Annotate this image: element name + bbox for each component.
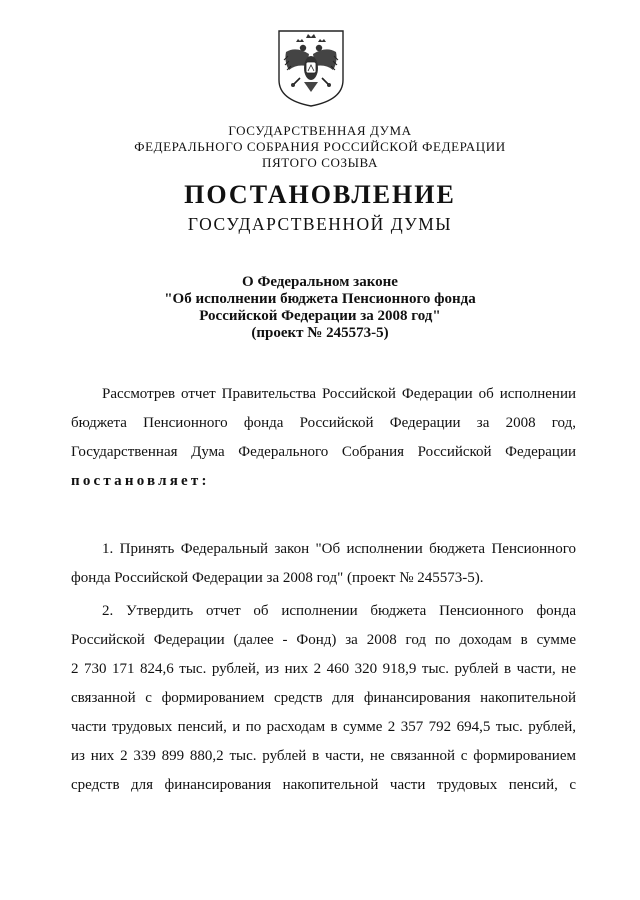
- convocation-line: ПЯТОГО СОЗЫВА: [262, 155, 378, 170]
- item-2-line: 2 730 171 824,6 тыс. рублей, из них 2 460 320 918,9 тыс. рублей в части, не: [71, 661, 576, 677]
- item-1-line: фонда Российской Федерации за 2008 год" (проект № 245573-5).: [71, 570, 484, 586]
- preamble-paragraph: [71, 380, 576, 496]
- decision-word: постановляет:: [71, 473, 210, 489]
- preamble-line: Рассмотрев отчет Правительства Российской Федерации об исполнении: [102, 386, 576, 402]
- subject-line-2: "Об исполнении бюджета Пенсионного фонда: [164, 291, 476, 307]
- item-2-line: из них 2 339 899 880,2 тыс. рублей в части, не связанной с формированием: [71, 748, 576, 764]
- subject-line-4: (проект № 245573-5): [251, 325, 389, 341]
- org-name-line-1: ГОСУДАРСТВЕННАЯ ДУМА: [228, 123, 412, 138]
- subject-line-3: Российской Федерации за 2008 год": [199, 308, 441, 324]
- item-2-paragraph: [71, 597, 576, 800]
- item-1-paragraph: [71, 535, 576, 593]
- coat-of-arms-emblem: [276, 28, 346, 108]
- item-2-line: средств для финансирования накопительной части трудовых пенсий, с: [71, 777, 576, 793]
- coat-of-arms-russia-icon: [276, 28, 346, 108]
- preamble-line: Государственная Дума Федерального Собрания Российской Федерации: [71, 444, 576, 460]
- preamble-line: бюджета Пенсионного фонда Российской Федерации за 2008 год,: [71, 415, 576, 431]
- item-2-line: 2. Утвердить отчет об исполнении бюджета Пенсионного фонда: [102, 603, 576, 619]
- item-2-line: связанной с формированием средств для финансирования накопительной: [71, 690, 576, 706]
- item-2-line: части трудовых пенсий, и по расходам в сумме 2 357 792 694,5 тыс. рублей,: [71, 719, 576, 735]
- item-2-line: Российской Федерации (далее - Фонд) за 2008 год по доходам в сумме: [71, 632, 576, 648]
- document-title: ПОСТАНОВЛЕНИЕ: [184, 180, 456, 209]
- org-name-line-2: ФЕДЕРАЛЬНОГО СОБРАНИЯ РОССИЙСКОЙ ФЕДЕРАЦИИ: [134, 139, 506, 154]
- document-subtitle: ГОСУДАРСТВЕННОЙ ДУМЫ: [187, 214, 453, 234]
- item-1-line: 1. Принять Федеральный закон "Об исполнении бюджета Пенсионного: [102, 541, 576, 557]
- subject-line-1: О Федеральном законе: [242, 274, 398, 290]
